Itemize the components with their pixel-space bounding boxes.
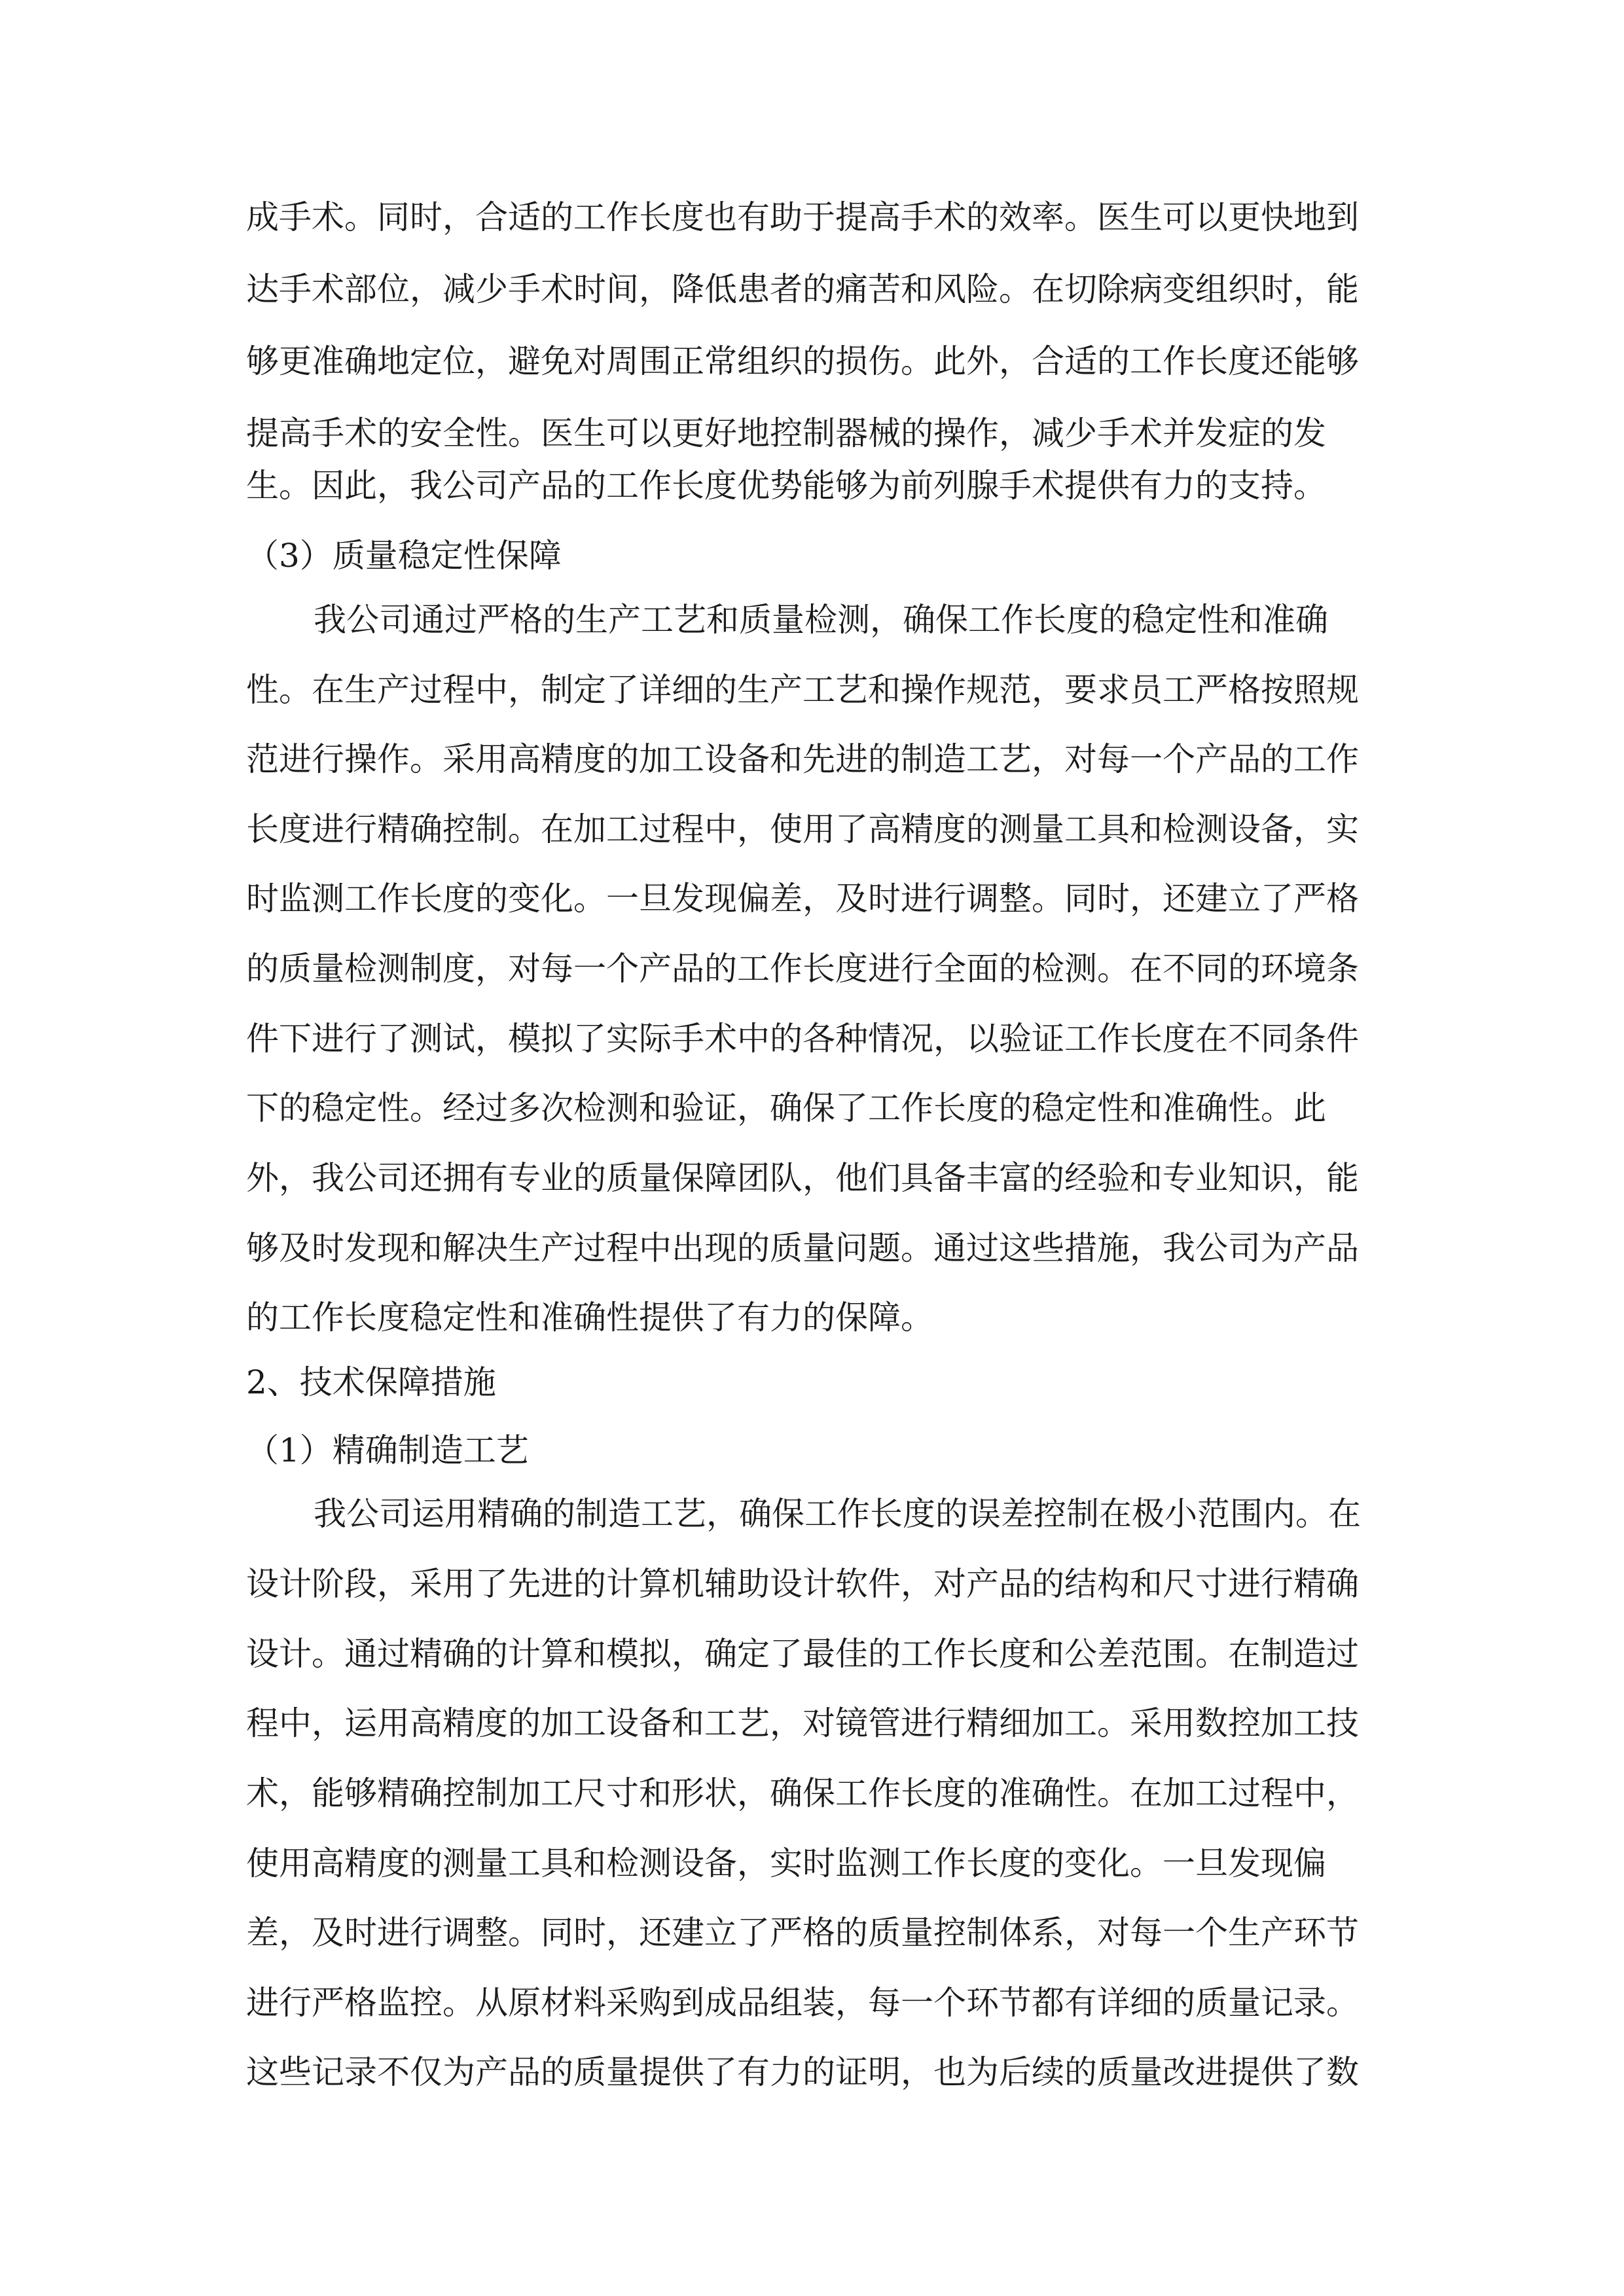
text-line: 设计。通过精确的计算和模拟，确定了最佳的工作长度和公差范围。在制造过 xyxy=(246,1635,1359,1673)
text-line: 程中，运用高精度的加工设备和工艺，对镜管进行精细加工。采用数控加工技 xyxy=(246,1704,1359,1742)
text-line: 时监测工作长度的变化。一旦发现偏差，及时进行调整。同时，还建立了严格 xyxy=(246,880,1359,918)
text-line: 的质量检测制度，对每一个产品的工作长度进行全面的检测。在不同的环境条 xyxy=(246,950,1359,988)
subsection-heading: （1）精确制造工艺 xyxy=(246,1431,529,1469)
paragraph-first-line: 我公司运用精确的制造工艺，确保工作长度的误差控制在极小范围内。在 xyxy=(314,1495,1361,1533)
paragraph-first-line: 我公司通过严格的生产工艺和质量检测，确保工作长度的稳定性和准确 xyxy=(314,601,1328,639)
text-line: 进行严格监控。从原材料采购到成品组装，每一个环节都有详细的质量记录。 xyxy=(246,1984,1359,2022)
text-line: 这些记录不仅为产品的质量提供了有力的证明，也为后续的质量改进提供了数 xyxy=(246,2053,1359,2091)
text-line: 术，能够精确控制加工尺寸和形状，确保工作长度的准确性。在加工过程中， xyxy=(246,1774,1359,1812)
text-line: 件下进行了测试，模拟了实际手术中的各种情况，以验证工作长度在不同条件 xyxy=(246,1020,1359,1058)
text-line: 设计阶段，采用了先进的计算机辅助设计软件，对产品的结构和尺寸进行精确 xyxy=(246,1565,1359,1603)
text-line: 下的稳定性。经过多次检测和验证，确保了工作长度的稳定性和准确性。此 xyxy=(246,1089,1326,1127)
text-line: 的工作长度稳定性和准确性提供了有力的保障。 xyxy=(246,1299,933,1336)
text-line: 成手术。同时，合适的工作长度也有助于提高手术的效率。医生可以更快地到 xyxy=(246,198,1359,236)
section-heading: （3）质量稳定性保障 xyxy=(246,537,562,575)
text-line: 范进行操作。采用高精度的加工设备和先进的制造工艺，对每一个产品的工作 xyxy=(246,740,1359,778)
text-line: 生。因此，我公司产品的工作长度优势能够为前列腺手术提供有力的支持。 xyxy=(246,467,1326,505)
text-line: 外，我公司还拥有专业的质量保障团队，他们具备丰富的经验和专业知识，能 xyxy=(246,1159,1359,1197)
text-line: 长度进行精确控制。在加工过程中，使用了高精度的测量工具和检测设备，实 xyxy=(246,810,1359,848)
text-line: 差，及时进行调整。同时，还建立了严格的质量控制体系，对每一个生产环节 xyxy=(246,1914,1359,1952)
text-line: 达手术部位，减少手术时间，降低患者的痛苦和风险。在切除病变组织时，能 xyxy=(246,270,1359,308)
text-line: 够更准确地定位，避免对周围正常组织的损伤。此外，合适的工作长度还能够 xyxy=(246,342,1359,380)
text-line: 使用高精度的测量工具和检测设备，实时监测工作长度的变化。一旦发现偏 xyxy=(246,1844,1326,1882)
section-heading: 2、技术保障措施 xyxy=(246,1363,496,1401)
text-line: 性。在生产过程中，制定了详细的生产工艺和操作规范，要求员工严格按照规 xyxy=(246,671,1359,709)
text-line: 提高手术的安全性。医生可以更好地控制器械的操作，减少手术并发症的发 xyxy=(246,414,1326,452)
text-line: 够及时发现和解决生产过程中出现的质量问题。通过这些措施，我公司为产品 xyxy=(246,1229,1359,1267)
